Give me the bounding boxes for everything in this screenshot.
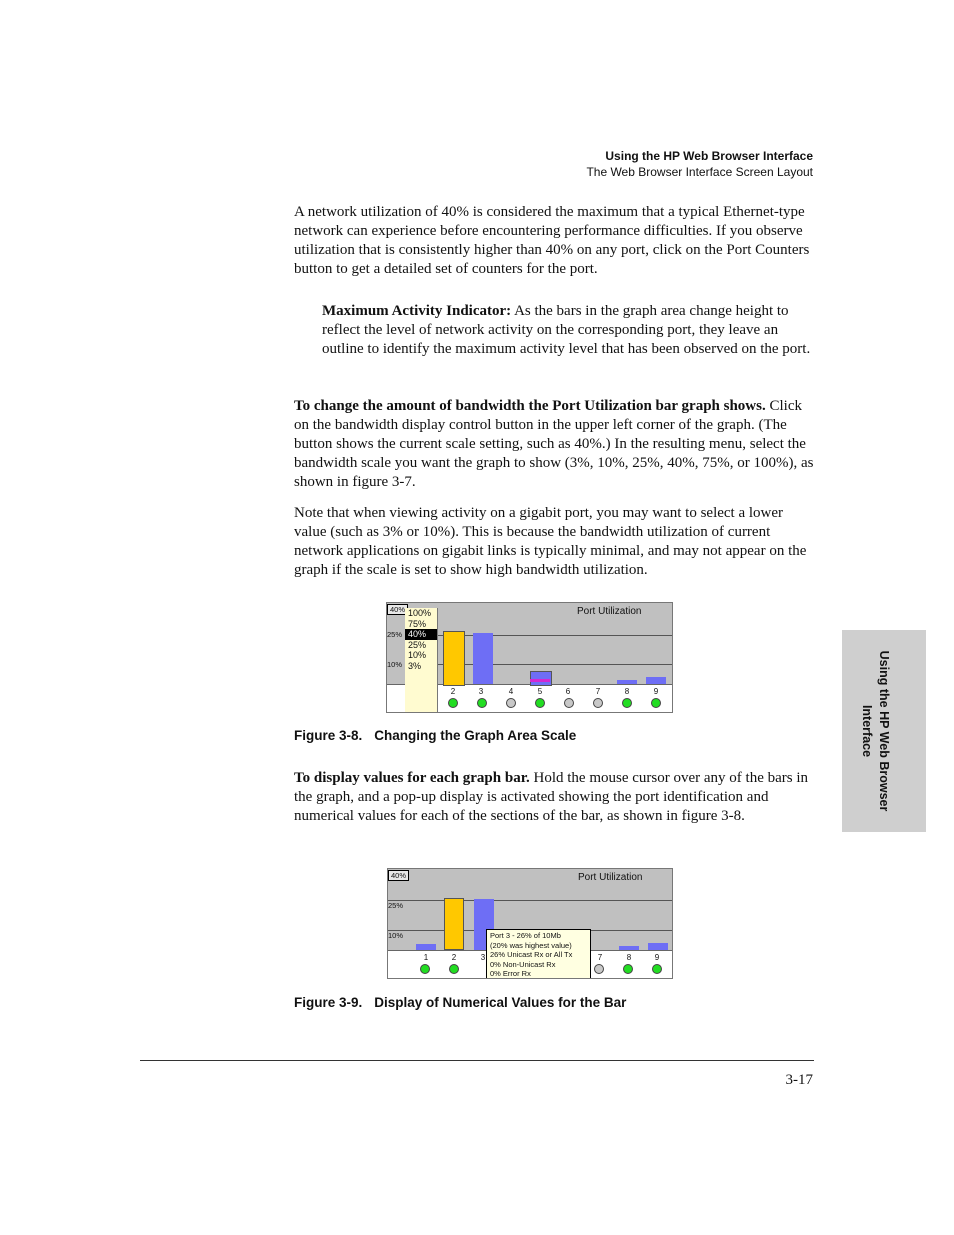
port-status-led-icon[interactable]: [651, 698, 661, 708]
port-status-led-icon[interactable]: [449, 964, 459, 974]
port-status-led-icon[interactable]: [506, 698, 516, 708]
scale-menu-item-selected[interactable]: 40%: [405, 629, 437, 640]
y-label-25: 25%: [387, 630, 403, 639]
port-status-led-icon[interactable]: [448, 698, 458, 708]
gigabit-note-text: Note that when viewing activity on a gigabit port, you may want to select a lower value (such as 3% or 10%). This is because the bandwidth utilization of current network applications on gigabit links is typically minimal, and may not appear on the graph if the scale is set to show high bandwidth utilization.: [294, 505, 807, 578]
port-label: 5: [537, 687, 543, 696]
scale-button[interactable]: 40%: [387, 604, 408, 615]
bar-port-2[interactable]: [444, 898, 464, 950]
port-status-led-icon[interactable]: [420, 964, 430, 974]
port-label: 1: [423, 953, 429, 962]
max-activity-lead: Maximum Activity Indicator:: [322, 303, 512, 319]
figure-caption: [294, 995, 626, 1010]
caption-text: Changing the Graph Area Scale: [374, 728, 577, 743]
header-section-title: The Web Browser Interface Screen Layout: [586, 165, 813, 179]
bar-port-8[interactable]: [617, 680, 637, 684]
side-tab-label: Using the HP Web Browser Interface: [860, 650, 891, 812]
port-label: 2: [451, 953, 457, 962]
bar-port-8[interactable]: [619, 946, 639, 950]
header-chapter-title: Using the HP Web Browser Interface: [605, 149, 813, 163]
display-values-text: Hold the mouse cursor over any of the bars in the graph, and a pop-up display is activated showing the port identification and numerical values for each of the sections of the bar, as shown in figure 3-8.: [294, 770, 809, 824]
bar-port-9[interactable]: [648, 943, 668, 950]
scale-menu-item[interactable]: 100%: [408, 608, 432, 618]
port-status-led-icon[interactable]: [652, 964, 662, 974]
paragraph-change-bandwidth: [294, 397, 814, 492]
port-label: 9: [654, 953, 660, 962]
change-bandwidth-text: Click on the bandwidth display control button in the upper left corner of the graph. (The button shows the current scale setting, such as 40%.) In the resulting menu, select the bandwidth scale you want the graph to show (3%, 10%, 25%, 40%, 75%, or 100%), as shown in figure 3-7.: [294, 398, 814, 490]
max-activity-text: As the bars in the graph area change height to reflect the level of network activity on the corresponding port, they leave an outline to identify the maximum activity level that has been observed on the port.: [322, 303, 811, 357]
port-status-led-icon[interactable]: [535, 698, 545, 708]
y-label-25: 25%: [388, 901, 404, 910]
port-utilization-graph-scale: [386, 602, 673, 713]
caption-number: Figure 3-9.: [294, 995, 363, 1010]
scale-menu-item[interactable]: 10%: [408, 650, 427, 660]
display-values-lead: To display values for each graph bar.: [294, 770, 530, 786]
caption-text: Display of Numerical Values for the Bar: [374, 995, 627, 1010]
bar-port-2[interactable]: [443, 631, 465, 686]
port-status-led-icon[interactable]: [623, 964, 633, 974]
port-status-led-icon[interactable]: [594, 964, 604, 974]
paragraph-utilization-text: A network utilization of 40% is considered the maximum that a typical Ethernet-type network can experience before encountering performance difficulties. If you observe utilization that is consistently higher than 40% on any port, click on the Port Counters button to get a detailed set of counters for the port.: [294, 204, 810, 277]
paragraph-display-values: [294, 769, 814, 826]
port-label: 6: [565, 687, 571, 696]
port-status-led-icon[interactable]: [593, 698, 603, 708]
paragraph-gigabit-note: [294, 504, 814, 580]
scale-menu-item[interactable]: 3%: [408, 660, 422, 671]
scale-menu-item[interactable]: 75%: [408, 618, 427, 629]
figure-caption: [294, 728, 576, 743]
y-label-10: 10%: [388, 931, 404, 940]
port-label: 4: [508, 687, 514, 696]
change-bandwidth-lead: To change the amount of bandwidth the Port Utilization bar graph shows.: [294, 398, 766, 414]
port-label: 8: [624, 687, 630, 696]
graph-title: Port Utilization: [577, 606, 642, 617]
running-header: [586, 148, 813, 180]
popup-line: 26% Unicast Rx or All Tx: [490, 950, 573, 959]
page-number: 3-17: [785, 1072, 813, 1088]
scale-button[interactable]: 40%: [388, 870, 409, 881]
port-label: 8: [626, 953, 632, 962]
popup-line: (20% was highest value): [490, 940, 572, 950]
port-status-led-icon[interactable]: [622, 698, 632, 708]
port-label: 2: [450, 687, 456, 696]
paragraph-utilization: [294, 203, 814, 279]
popup-line: Port 3 - 26% of 10Mb: [490, 931, 561, 940]
popup-line: 0% Non-Unicast Rx: [490, 959, 556, 969]
bar-port-1[interactable]: [416, 944, 436, 950]
port-label: 7: [597, 953, 603, 962]
footer-rule: [140, 1060, 814, 1061]
popup-line: 0% Error Rx: [490, 969, 531, 978]
port-label: 7: [595, 687, 601, 696]
bar-port-3[interactable]: [473, 633, 493, 684]
port-utilization-graph-popup: [387, 868, 673, 979]
bar-port-9[interactable]: [646, 677, 666, 684]
caption-number: Figure 3-8.: [294, 728, 363, 743]
scale-menu: [405, 608, 438, 712]
paragraph-max-activity: [294, 302, 814, 359]
y-label-10: 10%: [387, 660, 403, 669]
port-label: 9: [653, 687, 659, 696]
port-status-led-icon[interactable]: [564, 698, 574, 708]
port-label: 3: [478, 687, 484, 696]
bar-value-popup: [486, 929, 591, 979]
scale-menu-item[interactable]: 25%: [408, 639, 427, 650]
bar-port-5-nonunicast: [530, 679, 550, 682]
chapter-side-tab: [842, 630, 926, 832]
port-label: 3: [480, 953, 486, 962]
port-status-led-icon[interactable]: [477, 698, 487, 708]
graph-title: Port Utilization: [578, 872, 643, 883]
